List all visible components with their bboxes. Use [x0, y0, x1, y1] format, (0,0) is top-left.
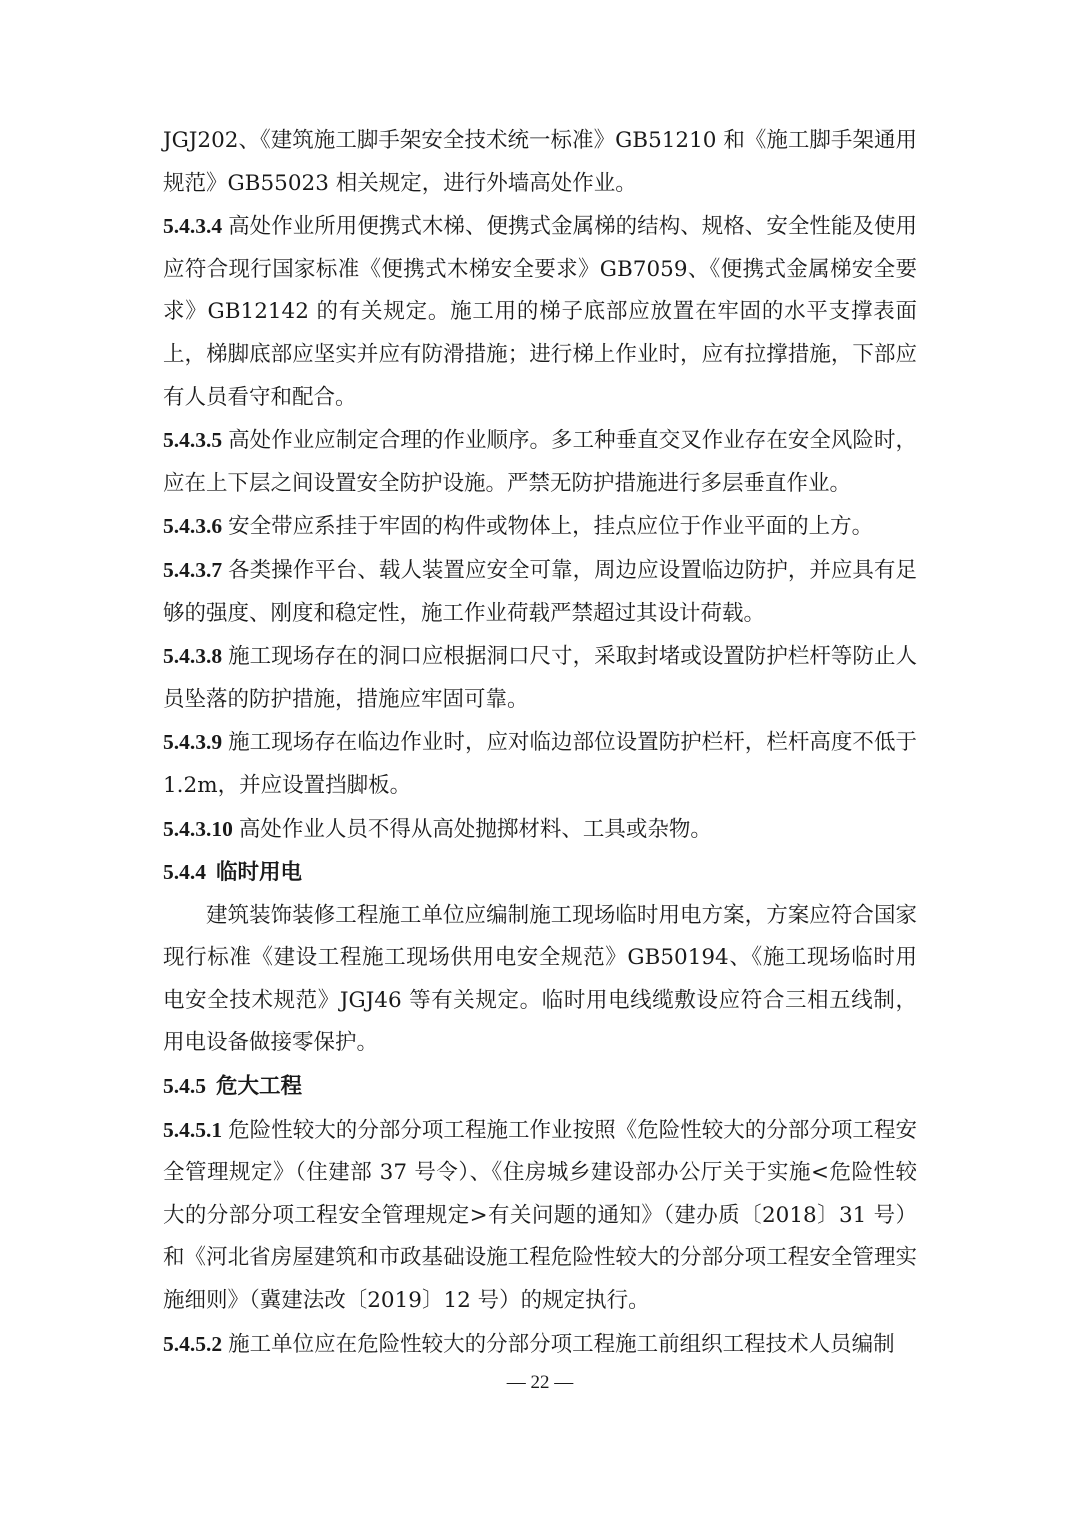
clause-5-4-5-1 — [163, 1109, 917, 1323]
paragraph-text: 建筑装饰装修工程施工单位应编制施工现场临时用电方案，方案应符合国家现行标准《建设工程施工现场供用电安全规范》GB50194、《施工现场临时用电安全技术规范》JGJ46 等有关规定。临时用电线缆敷设应符合三相五线制，用电设备做接零保护。 — [163, 902, 917, 1056]
clause-text: 施工现场存在临边作业时，应对临边部位设置防护栏杆，栏杆高度不低于 1.2m，并应设置挡脚板。 — [163, 730, 917, 798]
clause-5-4-3-10 — [163, 808, 917, 852]
clause-5-4-3-9 — [163, 721, 917, 807]
clause-text: 安全带应系挂于牢固的构件或物体上，挂点应位于作业平面的上方。 — [228, 514, 874, 540]
paragraph-temporary-power — [163, 895, 917, 1065]
paragraph-continued — [163, 120, 917, 205]
clause-number: 5.4.3.5 — [163, 428, 223, 453]
clause-number: 5.4.3.9 — [163, 730, 223, 755]
paragraph-text: JGJ202、《建筑施工脚手架安全技术统一标准》GB51210 和《施工脚手架通用规范》GB55023 相关规定，进行外墙高处作业。 — [163, 128, 917, 196]
section-heading-5-4-4 — [163, 851, 917, 895]
clause-5-4-5-2 — [163, 1323, 917, 1367]
clause-5-4-3-6 — [163, 505, 917, 549]
clause-text: 各类操作平台、载人装置应安全可靠，周边应设置临边防护，并应具有足够的强度、刚度和稳定性，施工作业荷载严禁超过其设计荷载。 — [163, 557, 917, 626]
page-number: — 22 — — [506, 1372, 574, 1393]
clause-text: 高处作业应制定合理的作业顺序。多工种垂直交叉作业存在安全风险时，应在上下层之间设置安全防护设施。严禁无防护措施进行多层垂直作业。 — [163, 428, 917, 496]
clause-text: 施工现场存在的洞口应根据洞口尺寸，采取封堵或设置防护栏杆等防止人员坠落的防护措施，措施应牢固可靠。 — [163, 644, 917, 712]
clause-number: 5.4.5.2 — [163, 1331, 223, 1356]
clause-5-4-3-8 — [163, 635, 917, 721]
section-title: 危大工程 — [216, 1074, 303, 1100]
clause-text: 危险性较大的分部分项工程施工作业按照《危险性较大的分部分项工程安全管理规定》（住建部 37 号令）、《住房城乡建设部办公厅关于实施<危险性较大的分部分项工程安全管理规定>有关问题的通知》（建办质〔2018〕31 号）和《河北省房屋建筑和市政基础设施工程危险性较大的分部分项工程安全管理实施细则》（冀建法改〔2019〕12 号）的规定执行。 — [163, 1117, 917, 1314]
section-number: 5.4.5 — [163, 1074, 206, 1099]
clause-5-4-3-4 — [163, 205, 917, 419]
page-body — [163, 120, 917, 1366]
section-heading-5-4-5 — [163, 1065, 917, 1109]
clause-number: 5.4.3.7 — [163, 557, 223, 582]
clause-number: 5.4.3.6 — [163, 514, 223, 539]
clause-number: 5.4.3.8 — [163, 644, 223, 669]
section-title: 临时用电 — [216, 860, 303, 886]
section-number: 5.4.4 — [163, 860, 206, 885]
clause-5-4-3-5 — [163, 419, 917, 505]
clause-number: 5.4.3.10 — [163, 816, 233, 841]
clause-number: 5.4.5.1 — [163, 1117, 223, 1142]
clause-text: 高处作业所用便携式木梯、便携式金属梯的结构、规格、安全性能及使用应符合现行国家标准《便携式木梯安全要求》GB7059、《便携式金属梯安全要求》GB12142 的有关规定。施工用的梯子底部应放置在牢固的水平支撑表面上，梯脚底部应坚实并应有防滑措施；进行梯上作业时，应有拉撑措施，下部应有人员看守和配合。 — [163, 214, 917, 410]
clause-5-4-3-7 — [163, 549, 917, 635]
clause-text: 施工单位应在危险性较大的分部分项工程施工前组织工程技术人员编制 — [228, 1331, 895, 1357]
clause-text: 高处作业人员不得从高处抛掷材料、工具或杂物。 — [238, 816, 712, 842]
clause-number: 5.4.3.4 — [163, 214, 223, 239]
